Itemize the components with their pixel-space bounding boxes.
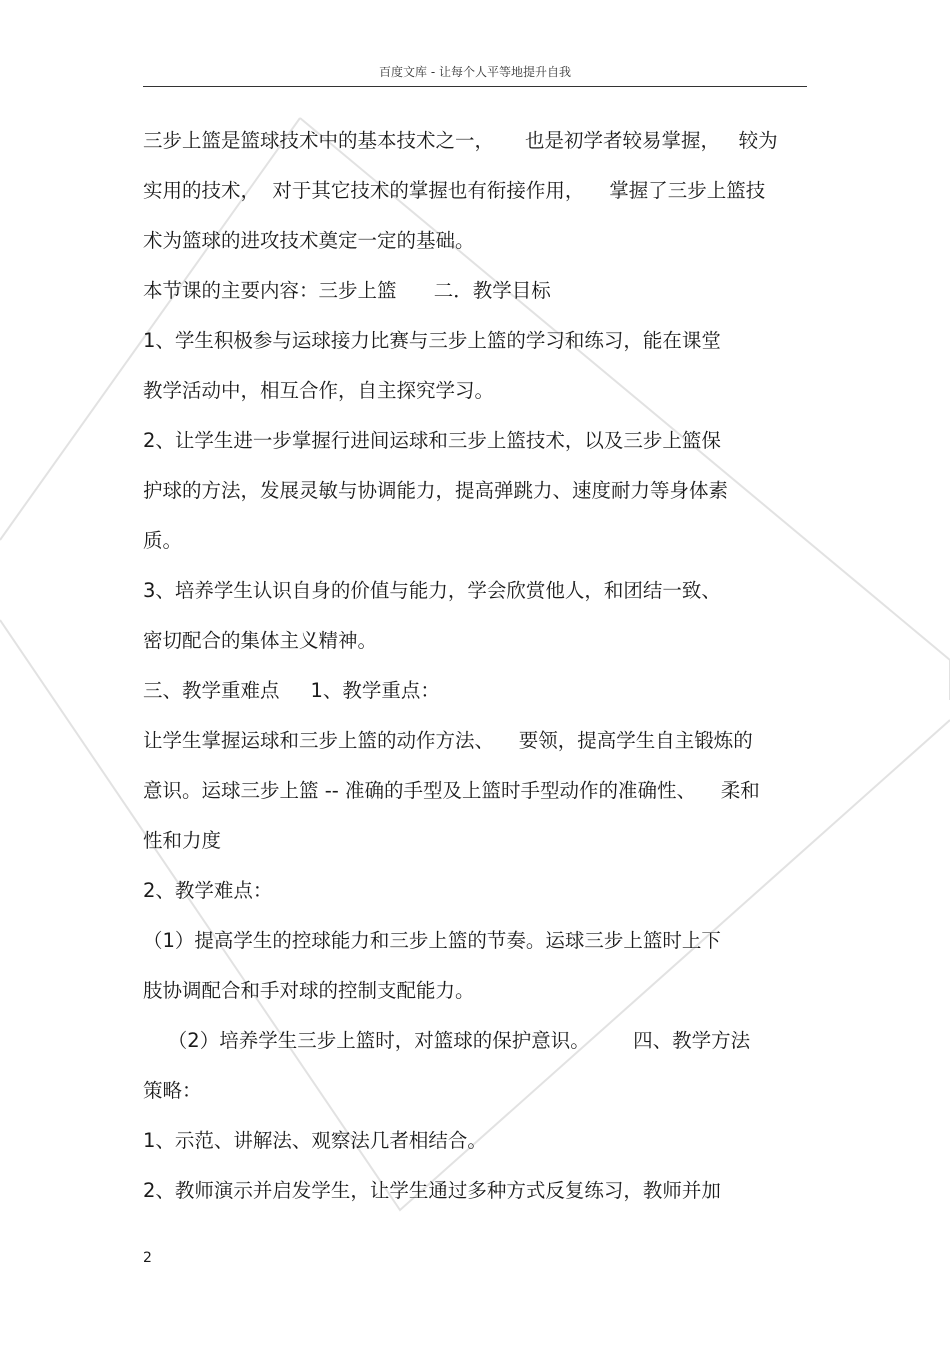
text-line: 本节课的主要内容：三步上篮 二．教学目标 xyxy=(143,279,551,302)
text-line: 3、培养学生认识自身的价值与能力，学会欣赏他人，和团结一致、 xyxy=(143,579,721,602)
text-line: （1）提高学生的控球能力和三步上篮的节奏。运球三步上篮时上下 xyxy=(143,929,721,952)
text-line: 三、教学重难点 1、教学重点： xyxy=(143,679,440,702)
text-line: 1、学生积极参与运球接力比赛与三步上篮的学习和练习，能在课堂 xyxy=(143,329,721,352)
text-line: 密切配合的集体主义精神。 xyxy=(143,629,378,652)
text-line: 实用的技术， 对于其它技术的掌握也有衔接作用， 掌握了三步上篮技 xyxy=(143,179,766,202)
text-line: 性和力度 xyxy=(143,829,222,852)
page-header: 百度文库 - 让每个人平等地提升自我 xyxy=(143,58,807,87)
text-line: 1、示范、讲解法、观察法几者相结合。 xyxy=(143,1129,487,1152)
text-line: 质。 xyxy=(143,529,183,552)
text-line: 2、让学生进一步掌握行进间运球和三步上篮技术，以及三步上篮保 xyxy=(143,429,721,452)
text-line: 2、教学难点： xyxy=(143,879,273,902)
text-line: 肢协调配合和手对球的控制支配能力。 xyxy=(143,979,475,1002)
text-line: （2）培养学生三步上篮时，对篮球的保护意识。 四、教学方法 xyxy=(143,1029,751,1052)
text-line: 意识。运球三步上篮 -- 准确的手型及上篮时手型动作的准确性、 柔和 xyxy=(143,779,760,802)
page-number: 2 xyxy=(143,1250,152,1266)
text-line: 术为篮球的进攻技术奠定一定的基础。 xyxy=(143,229,475,252)
text-line: 策略： xyxy=(143,1079,202,1102)
text-line: 2、教师演示并启发学生，让学生通过多种方式反复练习，教师并加 xyxy=(143,1179,721,1202)
text-line: 护球的方法，发展灵敏与协调能力，提高弹跳力、速度耐力等身体素 xyxy=(143,479,729,502)
text-line: 教学活动中，相互合作，自主探究学习。 xyxy=(143,379,495,402)
text-line: 让学生掌握运球和三步上篮的动作方法、 要领，提高学生自主锻炼的 xyxy=(143,729,753,752)
text-line: 三步上篮是篮球技术中的基本技术之一， 也是初学者较易掌握， 较为 xyxy=(143,129,778,152)
